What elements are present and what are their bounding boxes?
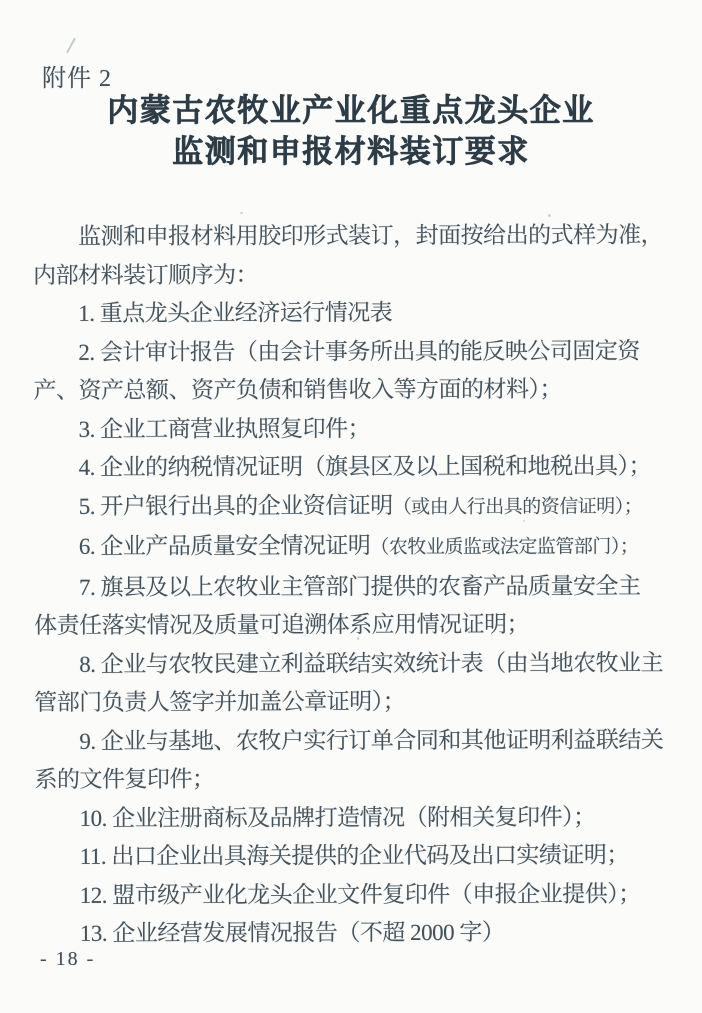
attachment-label: 附件 2 [42,66,112,92]
document-line [34,447,682,487]
text-segment: （农牧业质监或法定监管部门）； [370,536,639,559]
document-line [35,798,683,838]
text-segment: 8. 企业与农牧民建立利益联结实效统计表（由当地农牧业主 [79,649,664,677]
document-line [34,644,682,684]
text-segment: 体责任落实情况及质量可追溯体系应用情况证明； [34,611,530,638]
document-line [34,721,682,761]
document-line [33,293,681,333]
text-segment: 7. 旗县及以上农牧业主管部门提供的农畜产品质量安全主 [78,572,641,600]
document-line [33,216,681,256]
text-segment: 2. 会计审计报告（由会计事务所出具的能反映公司固定资 [78,337,640,365]
text-segment: 13. 企业经营发展情况报告（不超 2000 字） [79,919,505,946]
text-segment: 管部门负责人签字并加盖公章证明）； [34,689,406,715]
scan-artifact [66,38,76,54]
page-number: - 18 - [40,948,96,970]
document-line [35,875,683,915]
text-segment: （或由人行出具的资信证明）； [392,495,643,518]
document-line [35,913,683,953]
document-line [34,682,682,722]
document-line [34,759,682,799]
document-line [33,332,681,372]
document-line [33,255,681,295]
document-line [34,526,682,568]
text-segment: 5. 开户银行出具的企业资信证明 [78,492,393,519]
document-line [34,486,682,528]
title-line-1: 内蒙古农牧业产业化重点龙头企业 [107,93,595,128]
document-body [33,216,683,953]
text-segment: 12. 盟市级产业化龙头企业文件复印件（申报企业提供）； [79,880,641,908]
text-segment: 产、资产总额、资产负债和销售收入等方面的材料）； [33,376,562,403]
text-segment: 1. 重点龙头企业经济运行情况表 [78,300,393,326]
document-line [34,409,682,449]
text-segment: 10. 企业注册商标及品牌打造情况（附相关复印件）； [79,804,596,831]
document-line [33,370,681,410]
text-segment: 内部材料装订顺序为： [33,261,259,288]
document-line [34,567,682,607]
document-line [35,836,683,876]
scan-speck [240,212,243,214]
text-segment: 4. 企业的纳税情况证明（旗县区及以上国税和地税出具）； [78,453,652,480]
text-segment: 9. 企业与基地、农牧户实行订单合同和其他证明利益联结关 [79,726,664,754]
text-segment: 6. 企业产品质量安全情况证明 [78,533,371,559]
text-segment: 系的文件复印件； [34,766,215,792]
text-segment: 11. 出口企业出具海关提供的企业代码及出口实绩证明； [79,842,629,869]
title-line-2: 监测和申报材料装订要求 [172,134,530,169]
text-segment: 3. 企业工商营业执照复印件； [78,415,371,442]
document-line [34,605,682,645]
document-title [0,90,702,172]
text-segment: 监测和申报材料用胶印形式装订，封面按给出的式样为准， [78,222,664,249]
